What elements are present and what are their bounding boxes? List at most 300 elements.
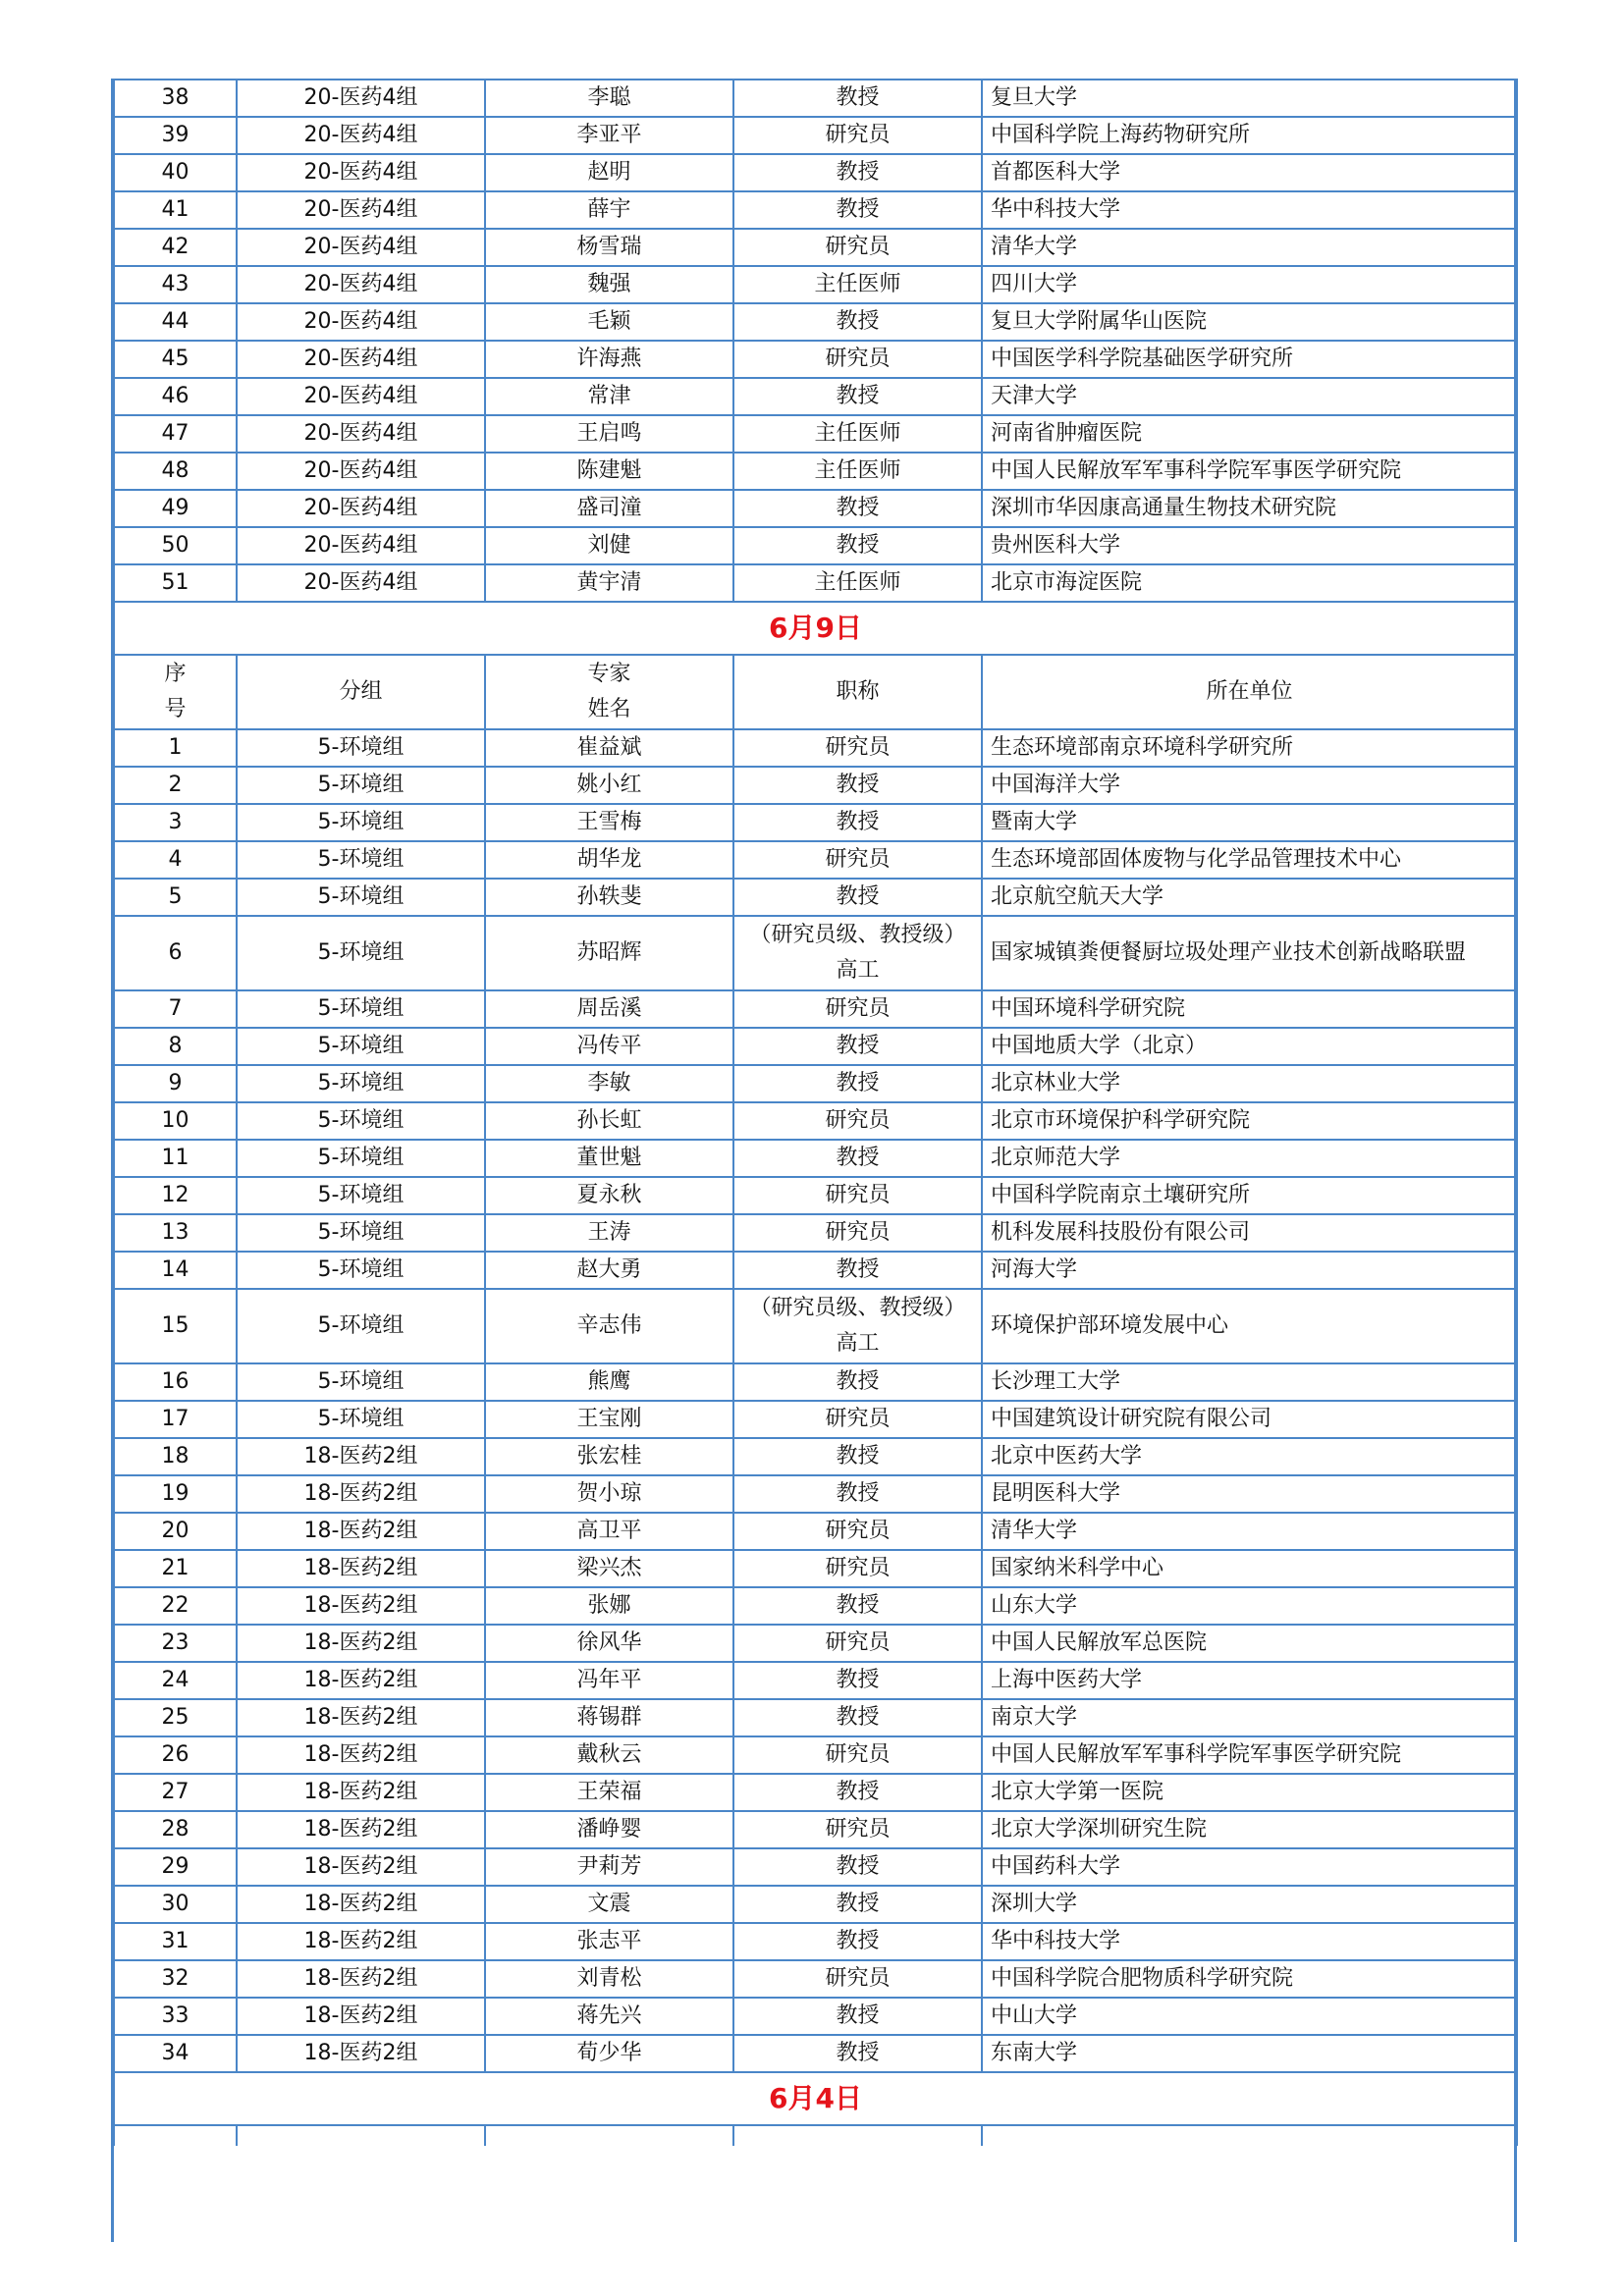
cell-seq: 16 [114, 1363, 237, 1401]
cell-seq: 39 [114, 117, 237, 154]
cell-group: 20-医药4组 [237, 415, 485, 453]
table-row [114, 1550, 1517, 1587]
cell-group: 18-医药2组 [237, 1923, 485, 1960]
table-row [114, 729, 1517, 767]
cell-unit: 生态环境部固体废物与化学品管理技术中心 [982, 841, 1517, 879]
cell-group: 20-医药4组 [237, 490, 485, 527]
table-row [114, 1848, 1517, 1886]
cell-title: 主任医师 [733, 415, 982, 453]
cell-title: 教授 [733, 2035, 982, 2072]
header-group: 分组 [237, 655, 485, 729]
date-row [114, 602, 1517, 655]
cell-expert: 夏永秋 [485, 1177, 733, 1214]
cell-unit: 暨南大学 [982, 804, 1517, 841]
cell-title: 教授 [733, 879, 982, 916]
date-row-2-body [114, 2072, 1517, 2146]
cell-seq: 7 [114, 990, 237, 1028]
table-row [114, 1699, 1517, 1736]
table-row [114, 191, 1517, 229]
cell-group: 5-环境组 [237, 1214, 485, 1252]
cell-seq: 13 [114, 1214, 237, 1252]
cell-expert: 蒋锡群 [485, 1699, 733, 1736]
cell-expert: 李敏 [485, 1065, 733, 1102]
cell-group: 18-医药2组 [237, 1475, 485, 1513]
cell-expert: 贺小琼 [485, 1475, 733, 1513]
cell-expert: 辛志伟 [485, 1289, 733, 1363]
cell-expert: 尹莉芳 [485, 1848, 733, 1886]
cell-unit: 中国人民解放军军事科学院军事医学研究院 [982, 1736, 1517, 1774]
cell-title: 教授 [733, 1252, 982, 1289]
cell-seq: 10 [114, 1102, 237, 1140]
cell-expert: 熊鹰 [485, 1363, 733, 1401]
date-label: 6月9日 [114, 602, 1517, 655]
table-row [114, 1587, 1517, 1625]
cell-expert: 蒋先兴 [485, 1998, 733, 2035]
table-row [114, 879, 1517, 916]
cell-expert: 孙轶斐 [485, 879, 733, 916]
cell-group: 20-医药4组 [237, 453, 485, 490]
cell-unit: 山东大学 [982, 1587, 1517, 1625]
stub-cell [237, 2125, 485, 2146]
cell-seq: 41 [114, 191, 237, 229]
cell-title: 研究员 [733, 1960, 982, 1998]
cell-seq: 47 [114, 415, 237, 453]
cell-group: 18-医药2组 [237, 1774, 485, 1811]
cell-group: 5-环境组 [237, 1177, 485, 1214]
cell-unit: 生态环境部南京环境科学研究所 [982, 729, 1517, 767]
cell-title: （研究员级、教授级）高工 [733, 1289, 982, 1363]
table-row [114, 1214, 1517, 1252]
cell-expert: 王雪梅 [485, 804, 733, 841]
cell-seq: 5 [114, 879, 237, 916]
table-row [114, 303, 1517, 341]
cell-expert: 李聪 [485, 80, 733, 117]
cell-expert: 周岳溪 [485, 990, 733, 1028]
cell-group: 18-医药2组 [237, 1699, 485, 1736]
cell-title: 教授 [733, 1475, 982, 1513]
table-row [114, 1140, 1517, 1177]
table-row [114, 2035, 1517, 2072]
cell-unit: 清华大学 [982, 229, 1517, 266]
cell-group: 5-环境组 [237, 1401, 485, 1438]
cell-seq: 51 [114, 564, 237, 602]
table-row [114, 117, 1517, 154]
cell-unit: 复旦大学 [982, 80, 1517, 117]
cell-unit: 机科发展科技股份有限公司 [982, 1214, 1517, 1252]
cell-expert: 王涛 [485, 1214, 733, 1252]
cell-group: 5-环境组 [237, 879, 485, 916]
cell-expert: 李亚平 [485, 117, 733, 154]
cell-title: 研究员 [733, 990, 982, 1028]
cell-unit: 华中科技大学 [982, 191, 1517, 229]
cell-expert: 姚小红 [485, 767, 733, 804]
cell-unit: 中国药科大学 [982, 1848, 1517, 1886]
cell-seq: 46 [114, 378, 237, 415]
cell-group: 18-医药2组 [237, 1550, 485, 1587]
cell-group: 5-环境组 [237, 841, 485, 879]
cell-unit: 中山大学 [982, 1998, 1517, 2035]
cell-unit: 复旦大学附属华山医院 [982, 303, 1517, 341]
cell-group: 5-环境组 [237, 729, 485, 767]
cell-expert: 薛宇 [485, 191, 733, 229]
cell-group: 20-医药4组 [237, 80, 485, 117]
cell-group: 20-医药4组 [237, 303, 485, 341]
cell-unit: 北京林业大学 [982, 1065, 1517, 1102]
cell-unit: 中国科学院合肥物质科学研究院 [982, 1960, 1517, 1998]
cell-group: 20-医药4组 [237, 154, 485, 191]
cell-unit: 南京大学 [982, 1699, 1517, 1736]
cell-unit: 北京大学深圳研究生院 [982, 1811, 1517, 1848]
table-row [114, 453, 1517, 490]
cell-group: 5-环境组 [237, 1252, 485, 1289]
cell-expert: 高卫平 [485, 1513, 733, 1550]
cell-group: 20-医药4组 [237, 378, 485, 415]
cell-unit: 东南大学 [982, 2035, 1517, 2072]
stub-cell [485, 2125, 733, 2146]
cell-seq: 32 [114, 1960, 237, 1998]
cell-unit: 中国环境科学研究院 [982, 990, 1517, 1028]
table-row [114, 378, 1517, 415]
cell-title: 教授 [733, 1848, 982, 1886]
cell-expert: 张宏桂 [485, 1438, 733, 1475]
cell-group: 18-医药2组 [237, 1998, 485, 2035]
cell-group: 18-医药2组 [237, 1625, 485, 1662]
table-row [114, 990, 1517, 1028]
cell-title: 研究员 [733, 229, 982, 266]
cell-seq: 40 [114, 154, 237, 191]
cell-title: 主任医师 [733, 453, 982, 490]
cell-title: 教授 [733, 1363, 982, 1401]
cell-unit: 河海大学 [982, 1252, 1517, 1289]
cell-seq: 19 [114, 1475, 237, 1513]
table-row [114, 1438, 1517, 1475]
cell-seq: 6 [114, 916, 237, 990]
cell-unit: 中国海洋大学 [982, 767, 1517, 804]
cell-seq: 14 [114, 1252, 237, 1289]
cell-expert: 冯年平 [485, 1662, 733, 1699]
header-title: 职称 [733, 655, 982, 729]
cell-expert: 赵大勇 [485, 1252, 733, 1289]
table-row [114, 841, 1517, 879]
cell-expert: 盛司潼 [485, 490, 733, 527]
table-row [114, 564, 1517, 602]
cell-expert: 王宝刚 [485, 1401, 733, 1438]
cell-seq: 26 [114, 1736, 237, 1774]
cell-title: 教授 [733, 154, 982, 191]
cell-seq: 50 [114, 527, 237, 564]
cell-unit: 上海中医药大学 [982, 1662, 1517, 1699]
cell-seq: 24 [114, 1662, 237, 1699]
cell-title: 教授 [733, 1065, 982, 1102]
cell-unit: 中国人民解放军军事科学院军事医学研究院 [982, 453, 1517, 490]
cell-title: 教授 [733, 1998, 982, 2035]
cell-unit: 深圳市华因康高通量生物技术研究院 [982, 490, 1517, 527]
date-row-1-body [114, 602, 1517, 729]
cell-seq: 8 [114, 1028, 237, 1065]
cell-unit: 四川大学 [982, 266, 1517, 303]
cell-seq: 43 [114, 266, 237, 303]
cell-unit: 中国科学院上海药物研究所 [982, 117, 1517, 154]
cell-expert: 赵明 [485, 154, 733, 191]
cell-unit: 国家城镇粪便餐厨垃圾处理产业技术创新战略联盟 [982, 916, 1517, 990]
cell-title: 研究员 [733, 1513, 982, 1550]
cell-unit: 首都医科大学 [982, 154, 1517, 191]
cell-group: 20-医药4组 [237, 341, 485, 378]
cell-seq: 34 [114, 2035, 237, 2072]
cell-unit: 中国建筑设计研究院有限公司 [982, 1401, 1517, 1438]
table-row [114, 1513, 1517, 1550]
cell-title: 教授 [733, 378, 982, 415]
cell-title: 教授 [733, 804, 982, 841]
cell-unit: 北京市环境保护科学研究院 [982, 1102, 1517, 1140]
cell-title: 研究员 [733, 1550, 982, 1587]
cell-seq: 23 [114, 1625, 237, 1662]
cell-expert: 张娜 [485, 1587, 733, 1625]
cell-unit: 天津大学 [982, 378, 1517, 415]
table-row [114, 266, 1517, 303]
cell-seq: 2 [114, 767, 237, 804]
cell-group: 18-医药2组 [237, 1811, 485, 1848]
cell-seq: 21 [114, 1550, 237, 1587]
cell-title: 教授 [733, 1886, 982, 1923]
cell-seq: 27 [114, 1774, 237, 1811]
cell-title: 研究员 [733, 729, 982, 767]
cell-title: 研究员 [733, 117, 982, 154]
cell-expert: 王启鸣 [485, 415, 733, 453]
cell-seq: 4 [114, 841, 237, 879]
cell-group: 18-医药2组 [237, 1736, 485, 1774]
cell-unit: 北京航空航天大学 [982, 879, 1517, 916]
cell-unit: 昆明医科大学 [982, 1475, 1517, 1513]
cell-title: 研究员 [733, 1102, 982, 1140]
cell-seq: 49 [114, 490, 237, 527]
cell-group: 5-环境组 [237, 1140, 485, 1177]
section-2-body [114, 729, 1517, 2072]
cell-title: 教授 [733, 767, 982, 804]
cell-expert: 王荣福 [485, 1774, 733, 1811]
cell-unit: 中国人民解放军总医院 [982, 1625, 1517, 1662]
table-row [114, 1177, 1517, 1214]
table-row-stub [114, 2125, 1517, 2146]
stub-cell [114, 2125, 237, 2146]
cell-seq: 17 [114, 1401, 237, 1438]
cell-expert: 冯传平 [485, 1028, 733, 1065]
table-row [114, 1923, 1517, 1960]
cell-group: 18-医药2组 [237, 1848, 485, 1886]
cell-title: 主任医师 [733, 266, 982, 303]
cell-seq: 45 [114, 341, 237, 378]
cell-expert: 毛颖 [485, 303, 733, 341]
cell-expert: 苏昭辉 [485, 916, 733, 990]
cell-group: 18-医药2组 [237, 1438, 485, 1475]
cell-unit: 北京市海淀医院 [982, 564, 1517, 602]
table-row [114, 1625, 1517, 1662]
cell-title: 教授 [733, 1662, 982, 1699]
cell-title: 教授 [733, 1923, 982, 1960]
table-row [114, 1289, 1517, 1363]
cell-expert: 文震 [485, 1886, 733, 1923]
cell-group: 18-医药2组 [237, 1960, 485, 1998]
cell-group: 18-医药2组 [237, 1662, 485, 1699]
cell-expert: 许海燕 [485, 341, 733, 378]
cell-seq: 12 [114, 1177, 237, 1214]
cell-title: 教授 [733, 80, 982, 117]
cell-seq: 25 [114, 1699, 237, 1736]
section-1-body [114, 80, 1517, 602]
cell-group: 5-环境组 [237, 1065, 485, 1102]
header-expert: 专家 姓名 [485, 655, 733, 729]
cell-expert: 胡华龙 [485, 841, 733, 879]
cell-unit: 中国地质大学（北京） [982, 1028, 1517, 1065]
table-row [114, 527, 1517, 564]
cell-expert: 刘青松 [485, 1960, 733, 1998]
cell-unit: 国家纳米科学中心 [982, 1550, 1517, 1587]
expert-table [113, 79, 1518, 2146]
cell-title: 教授 [733, 1774, 982, 1811]
cell-expert: 陈建魁 [485, 453, 733, 490]
cell-expert: 杨雪瑞 [485, 229, 733, 266]
cell-unit: 北京大学第一医院 [982, 1774, 1517, 1811]
table-row [114, 229, 1517, 266]
table-row [114, 1401, 1517, 1438]
cell-seq: 30 [114, 1886, 237, 1923]
table-row [114, 1662, 1517, 1699]
cell-expert: 董世魁 [485, 1140, 733, 1177]
date-row [114, 2072, 1517, 2125]
cell-group: 5-环境组 [237, 1102, 485, 1140]
cell-expert: 常津 [485, 378, 733, 415]
cell-title: 教授 [733, 1587, 982, 1625]
cell-group: 5-环境组 [237, 767, 485, 804]
cell-expert: 黄宇清 [485, 564, 733, 602]
cell-seq: 31 [114, 1923, 237, 1960]
cell-title: 研究员 [733, 1625, 982, 1662]
cell-group: 18-医药2组 [237, 1587, 485, 1625]
cell-title: 研究员 [733, 1736, 982, 1774]
cell-title: 研究员 [733, 841, 982, 879]
cell-title: 研究员 [733, 341, 982, 378]
cell-group: 20-医药4组 [237, 266, 485, 303]
cell-expert: 刘健 [485, 527, 733, 564]
table-row [114, 1998, 1517, 2035]
cell-title: 教授 [733, 191, 982, 229]
cell-title: 研究员 [733, 1401, 982, 1438]
cell-unit: 清华大学 [982, 1513, 1517, 1550]
cell-seq: 29 [114, 1848, 237, 1886]
cell-group: 5-环境组 [237, 990, 485, 1028]
cell-title: 教授 [733, 303, 982, 341]
cell-unit: 深圳大学 [982, 1886, 1517, 1923]
table-row [114, 804, 1517, 841]
cell-unit: 长沙理工大学 [982, 1363, 1517, 1401]
table-row [114, 1736, 1517, 1774]
cell-title: （研究员级、教授级）高工 [733, 916, 982, 990]
stub-cell [733, 2125, 982, 2146]
table-row [114, 1475, 1517, 1513]
table-row [114, 154, 1517, 191]
cell-expert: 潘峥婴 [485, 1811, 733, 1848]
table-row [114, 1363, 1517, 1401]
table-row [114, 341, 1517, 378]
table-row [114, 1065, 1517, 1102]
cell-group: 20-医药4组 [237, 564, 485, 602]
cell-unit: 中国医学科学院基础医学研究所 [982, 341, 1517, 378]
table-row [114, 1960, 1517, 1998]
table-row [114, 916, 1517, 990]
date-label: 6月4日 [114, 2072, 1517, 2125]
cell-seq: 38 [114, 80, 237, 117]
table-row [114, 767, 1517, 804]
cell-seq: 1 [114, 729, 237, 767]
cell-seq: 28 [114, 1811, 237, 1848]
cell-seq: 15 [114, 1289, 237, 1363]
cell-group: 18-医药2组 [237, 2035, 485, 2072]
cell-expert: 徐风华 [485, 1625, 733, 1662]
table-row [114, 415, 1517, 453]
cell-title: 教授 [733, 1140, 982, 1177]
cell-group: 18-医药2组 [237, 1886, 485, 1923]
cell-unit: 河南省肿瘤医院 [982, 415, 1517, 453]
cell-title: 教授 [733, 1438, 982, 1475]
cell-expert: 魏强 [485, 266, 733, 303]
cell-unit: 华中科技大学 [982, 1923, 1517, 1960]
cell-group: 5-环境组 [237, 916, 485, 990]
table-row [114, 1028, 1517, 1065]
cell-unit: 环境保护部环境发展中心 [982, 1289, 1517, 1363]
cell-expert: 梁兴杰 [485, 1550, 733, 1587]
cell-group: 5-环境组 [237, 804, 485, 841]
cell-seq: 22 [114, 1587, 237, 1625]
cell-seq: 9 [114, 1065, 237, 1102]
cell-title: 教授 [733, 1028, 982, 1065]
cell-seq: 20 [114, 1513, 237, 1550]
table-row [114, 1252, 1517, 1289]
cell-expert: 孙长虹 [485, 1102, 733, 1140]
header-unit: 所在单位 [982, 655, 1517, 729]
cell-expert: 张志平 [485, 1923, 733, 1960]
cell-unit: 北京师范大学 [982, 1140, 1517, 1177]
cell-expert: 戴秋云 [485, 1736, 733, 1774]
cell-unit: 中国科学院南京土壤研究所 [982, 1177, 1517, 1214]
cell-group: 20-医药4组 [237, 527, 485, 564]
stub-cell [982, 2125, 1517, 2146]
cell-title: 研究员 [733, 1214, 982, 1252]
cell-title: 研究员 [733, 1811, 982, 1848]
cell-unit: 贵州医科大学 [982, 527, 1517, 564]
table-row [114, 1102, 1517, 1140]
cell-unit: 北京中医药大学 [982, 1438, 1517, 1475]
cell-group: 20-医药4组 [237, 191, 485, 229]
cell-seq: 3 [114, 804, 237, 841]
cell-title: 教授 [733, 527, 982, 564]
cell-seq: 42 [114, 229, 237, 266]
cell-group: 18-医药2组 [237, 1513, 485, 1550]
table-row [114, 490, 1517, 527]
cell-expert: 崔益斌 [485, 729, 733, 767]
cell-seq: 33 [114, 1998, 237, 2035]
cell-seq: 44 [114, 303, 237, 341]
cell-seq: 11 [114, 1140, 237, 1177]
cell-seq: 18 [114, 1438, 237, 1475]
cell-expert: 荀少华 [485, 2035, 733, 2072]
cell-group: 5-环境组 [237, 1289, 485, 1363]
table-row [114, 1774, 1517, 1811]
table-row [114, 1886, 1517, 1923]
cell-title: 研究员 [733, 1177, 982, 1214]
table-row [114, 80, 1517, 117]
cell-title: 教授 [733, 490, 982, 527]
cell-group: 5-环境组 [237, 1028, 485, 1065]
